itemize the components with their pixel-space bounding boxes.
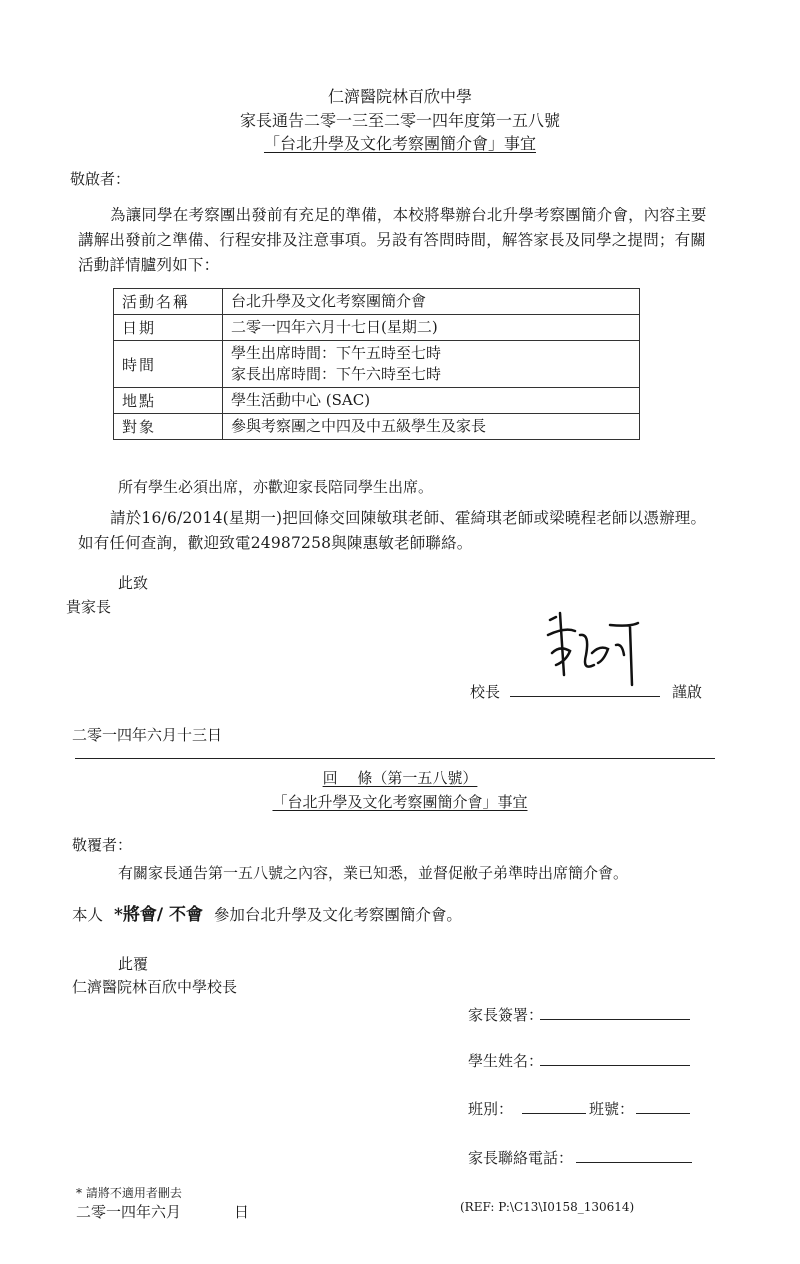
reference-code: (REF: P:\C13\I0158_130614) <box>460 1200 635 1214</box>
principal-signature <box>520 605 670 695</box>
attendance-text: 參加台北升學及文化考察團簡介會。 <box>213 906 462 924</box>
addressee: 貴家長 <box>66 598 112 616</box>
reply-date-day: 日 <box>234 1203 250 1221</box>
table-row <box>114 341 640 388</box>
table-row <box>114 315 640 341</box>
class-number-label: 班號： <box>589 1100 635 1118</box>
row-label: 時間 <box>114 341 223 388</box>
class-number-field[interactable] <box>636 1113 690 1114</box>
row-label: 日期 <box>114 315 223 341</box>
parent-signature-label: 家長簽署： <box>468 1006 544 1024</box>
principal-label: 校長 <box>470 683 501 701</box>
reply-date: 二零一四年六月 <box>76 1203 182 1221</box>
reply-subject <box>0 791 800 812</box>
row-value: 學生活動中心 (SAC) <box>223 388 640 414</box>
row-label: 活動名稱 <box>114 289 223 315</box>
reply-ack: 有關家長通告第一五八號之內容，業已知悉，並督促敝子弟準時出席簡介會。 <box>118 864 629 882</box>
student-name-field[interactable] <box>540 1065 690 1066</box>
row-value: 二零一四年六月十七日(星期二) <box>223 315 640 341</box>
table-row <box>114 414 640 440</box>
event-info-table <box>113 288 640 440</box>
notice-subject <box>0 131 800 154</box>
notice-subject-text: 「台北升學及文化考察團簡介會」事宜 <box>263 134 536 153</box>
parent-signature-field[interactable] <box>540 1019 690 1020</box>
reply-subject-text: 「台北升學及文化考察團簡介會」事宜 <box>272 793 528 811</box>
attendance-note: 所有學生必須出席，亦歡迎家長陪同學生出席。 <box>118 478 434 496</box>
principal-signature-line <box>510 696 660 697</box>
class-field[interactable] <box>522 1113 586 1114</box>
row-label: 地點 <box>114 388 223 414</box>
school-name: 仁濟醫院林百欣中學 <box>327 87 472 106</box>
student-time: 學生出席時間：下午五時至七時 <box>231 344 442 362</box>
self-label: 本人 <box>72 906 104 924</box>
attendance-choice-row <box>72 900 462 925</box>
reply-title-text: 回 條（第一五八號） <box>322 769 478 787</box>
parent-phone-label: 家長聯絡電話： <box>468 1149 574 1167</box>
footnote: * 請將不適用者刪去 <box>76 1186 182 1200</box>
class-label: 班別： <box>468 1100 514 1118</box>
student-name-label: 學生姓名： <box>468 1052 544 1070</box>
reply-closing: 此覆 <box>118 955 149 973</box>
reply-greeting: 敬覆者： <box>72 836 133 854</box>
row-value: 參與考察團之中四及中五級學生及家長 <box>223 414 640 440</box>
row-value: 台北升學及文化考察團簡介會 <box>223 289 640 315</box>
return-note: 請於16/6/2014(星期一)把回條交回陳敏琪老師、霍綺琪老師或梁曉程老師以憑辦理。如有任何查詢，歡迎致電24987258與陳惠敏老師聯絡。 <box>78 509 707 552</box>
reply-divider <box>75 758 715 759</box>
reply-addressee: 仁濟醫院林百欣中學校長 <box>72 978 238 996</box>
sign-off: 謹啟 <box>672 683 703 701</box>
row-value <box>223 341 640 388</box>
table-row <box>114 388 640 414</box>
table-row <box>114 289 640 315</box>
intro-paragraph: 為讓同學在考察團出發前有充足的準備，本校將舉辦台北升學考察團簡介會，內容主要講解出發前之準備、行程安排及注意事項。另設有答問時間，解答家長及同學之提問；有關活動詳情臚列如下： <box>78 206 707 274</box>
closing: 此致 <box>118 574 149 592</box>
notice-number: 家長通告二零一三至二零一四年度第一五八號 <box>239 111 560 130</box>
letter-date: 二零一四年六月十三日 <box>72 726 223 744</box>
letter-greeting: 敬啟者： <box>70 170 131 188</box>
reply-title <box>0 767 800 788</box>
row-label: 對象 <box>114 414 223 440</box>
attendance-choice[interactable]: *將會/ 不會 <box>113 905 203 925</box>
parent-time: 家長出席時間：下午六時至七時 <box>231 365 442 383</box>
parent-phone-field[interactable] <box>576 1162 692 1163</box>
